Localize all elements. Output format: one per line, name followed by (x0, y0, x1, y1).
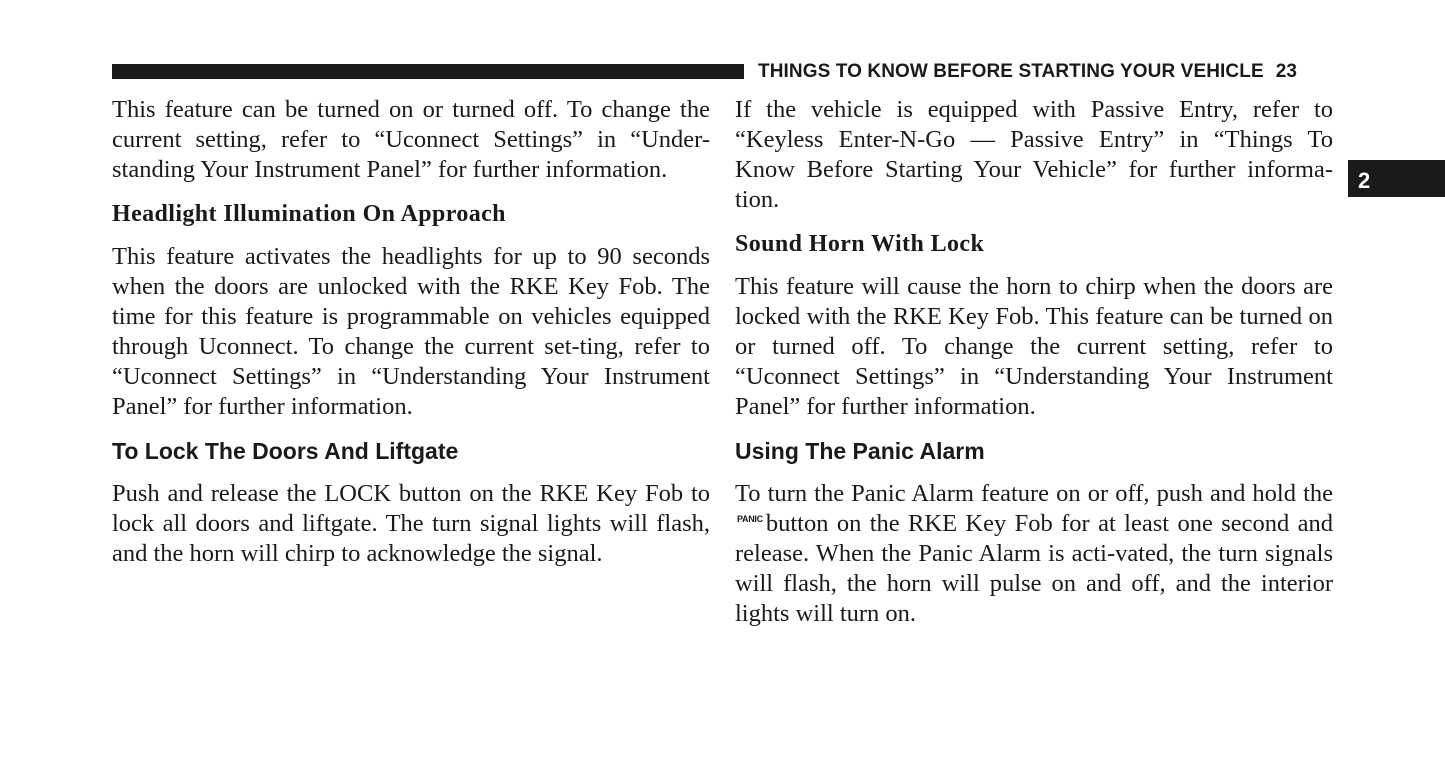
headlight-paragraph: This feature activates the headlights for up to 90 seconds when the doors are unlocked with the RKE Key Fob. The time for this feature is programmable on vehicles equipped through Uconnect. To change the current set-ting, refer to “Uconnect Settings” in “Understanding Your Instrument Panel” for further information. (112, 243, 710, 420)
running-header (758, 61, 1333, 83)
panic-text-after: button on the RKE Key Fob for at least one second and release. When the Panic Alarm is acti-vated, the turn signals will flash, the horn will pulse on and off, and the interior lights will turn on. (735, 510, 1333, 627)
panic-paragraph (735, 479, 1333, 629)
chapter-tab: 2 (1348, 160, 1445, 197)
lock-paragraph: Push and release the LOCK button on the RKE Key Fob to lock all doors and liftgate. The turn signal lights will flash, and the horn will chirp to acknowledge the signal. (112, 480, 710, 567)
running-title: THINGS TO KNOW BEFORE STARTING YOUR VEHICLE (758, 61, 1264, 82)
headlight-heading: Headlight Illumination On Approach (112, 201, 506, 227)
panic-heading: Using The Panic Alarm (735, 438, 985, 464)
left-column (112, 95, 710, 569)
intro-paragraph: This feature can be turned on or turned off. To change the current setting, refer to “Uconnect Settings” in “Under-standing Your Instrument Panel” for further information. (112, 96, 710, 183)
header-rule (112, 64, 744, 79)
horn-heading: Sound Horn With Lock (735, 231, 985, 257)
lock-heading: To Lock The Doors And Liftgate (112, 438, 459, 464)
panic-text-before: To turn the Panic Alarm feature on or off, push and hold the (735, 480, 1333, 507)
page-number: 23 (1275, 61, 1298, 82)
passive-entry-paragraph: If the vehicle is equipped with Passive Entry, refer to “Keyless Enter-N-Go — Passive Entry” in “Things To Know Before Starting Your Vehicle” for further informa-tion. (735, 96, 1333, 213)
right-column (735, 95, 1333, 629)
horn-paragraph: This feature will cause the horn to chirp when the doors are locked with the RKE Key Fob. This feature can be turned on or turned off. To change the current setting, refer to “Uconnect Settings” in “Understanding Your Instrument Panel” for further information. (735, 273, 1333, 420)
panic-button-icon: PANIC (737, 514, 763, 524)
